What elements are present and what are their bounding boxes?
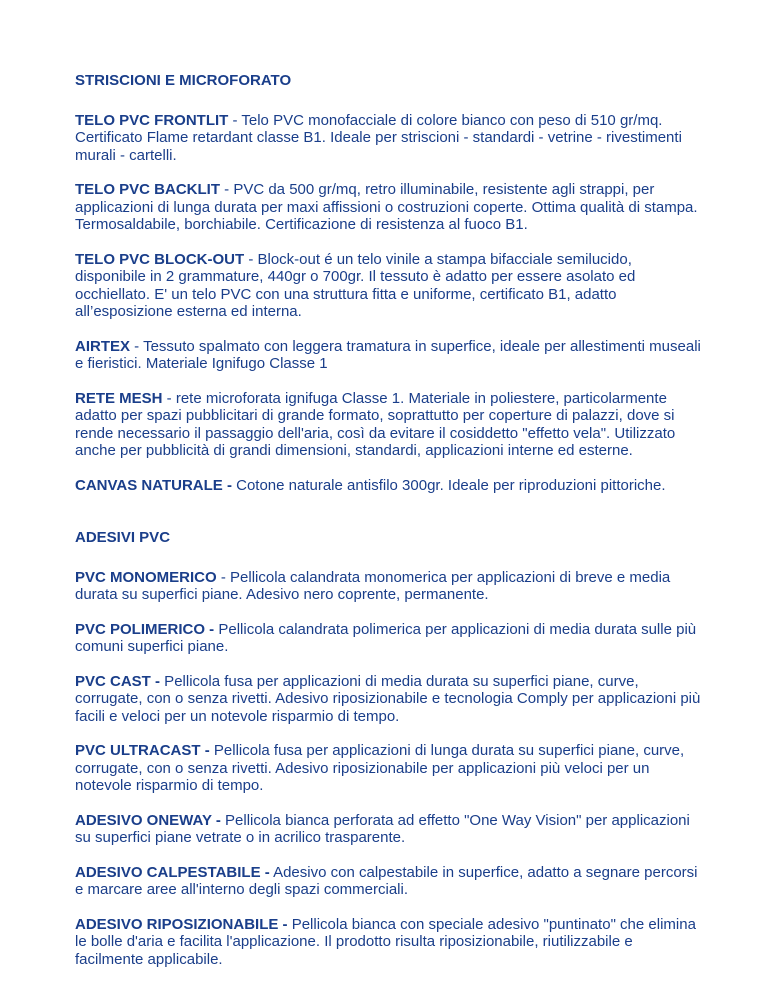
section-adesivi bbox=[75, 569, 705, 969]
product-name: PVC ULTRACAST - bbox=[75, 742, 210, 759]
product-entry bbox=[75, 916, 705, 969]
product-name: ADESIVO RIPOSIZIONABILE - bbox=[75, 915, 288, 933]
product-entry bbox=[75, 112, 705, 165]
product-description: - PVC da 500 gr/mq, retro illuminabile, resistente agli strappi, per applicazioni di lunga durata per maxi affissioni o costruzioni coperte. Ottima qualità di stampa. Termosaldabile, borchiabile. Certificazione di resistenza al fuoco B1. bbox=[75, 181, 698, 233]
product-name: AIRTEX bbox=[75, 337, 131, 355]
product-entry bbox=[75, 390, 705, 460]
product-name: RETE MESH bbox=[75, 389, 163, 407]
section-title-adesivi: ADESIVI PVC bbox=[75, 529, 171, 546]
product-name: PVC CAST - bbox=[75, 672, 161, 690]
product-entry bbox=[75, 338, 705, 373]
product-name: PVC POLIMERICO - bbox=[75, 620, 215, 638]
product-description: Pellicola fusa per applicazioni di media durata su superfici piane, curve, corrugate, con o senza rivetti. Adesivo riposizionabile e tecnologia Comply per applicazioni più facili e veloci per un notevole risparmio di tempo. bbox=[75, 672, 701, 725]
product-name: TELO PVC FRONTLIT bbox=[75, 111, 229, 129]
product-description: - Block-out é un telo vinile a stampa bifacciale semilucido, disponibile in 2 grammature, 440gr o 700gr. Il tessuto è adatto per essere asolato ed occhiellato. E' un telo PVC con una struttura fitta e uniforme, certificato B1, adatto all’esposizione esterna ed interna. bbox=[75, 250, 636, 320]
product-entry bbox=[75, 251, 705, 321]
product-description: Cotone naturale antisfilo 300gr. Ideale per riproduzioni pittoriche. bbox=[231, 476, 666, 494]
product-name: PVC MONOMERICO bbox=[75, 568, 217, 586]
product-entry bbox=[75, 864, 705, 899]
product-description: Pellicola bianca perforata ad effetto "One Way Vision" per applicazioni su superfici piane vetrate o in acrilico trasparente. bbox=[75, 811, 690, 846]
section-spacer bbox=[75, 511, 705, 529]
product-name: ADESIVO CALPESTABILE - bbox=[75, 863, 270, 881]
product-entry bbox=[75, 181, 705, 234]
product-entry bbox=[75, 812, 705, 847]
section-striscioni bbox=[75, 112, 705, 495]
product-description: Adesivo con calpestabile in superfice, adatto a segnare percorsi e marcare aree all'interno degli spazi commerciali. bbox=[75, 863, 698, 898]
product-description: Pellicola bianca con speciale adesivo "puntinato" che elimina le bolle d'aria e facilita l'applicazione. Il prodotto risulta riposizionabile, riutilizzabile e facilmente applicabile. bbox=[75, 915, 696, 968]
product-description: - Telo PVC monofacciale di colore bianco con peso di 510 gr/mq. Certificato Flame retardant classe B1. Ideale per striscioni - standardi - vetrine - rivestimenti murali - cartelli. bbox=[75, 111, 682, 164]
document-page bbox=[75, 72, 705, 985]
product-entry bbox=[75, 673, 705, 726]
product-name: CANVAS NATURALE - bbox=[75, 476, 232, 494]
product-entry bbox=[75, 742, 705, 795]
product-description: Pellicola fusa per applicazioni di lunga durata su superfici piane, curve, corrugate, con o senza rivetti. Adesivo riposizionabile per applicazioni più veloci per un notevole risparmio di tempo. bbox=[75, 742, 685, 794]
product-description: Pellicola calandrata polimerica per applicazioni di media durata sulle più comuni superfici piane. bbox=[75, 620, 697, 655]
section-title-striscioni: STRISCIONI E MICROFORATO bbox=[75, 72, 292, 89]
product-description: - rete microforata ignifuga Classe 1. Materiale in poliestere, particolarmente adatto per spazi pubblicitari di grande formato, soprattutto per coperture di palazzi, dove si rende necessario il passaggio dell'aria, così da evitare il cosiddetto "effetto vela". Utilizzato anche per pubblicità di grandi dimensioni, standardi, applicazioni interne ed esterne. bbox=[75, 389, 676, 459]
product-entry bbox=[75, 477, 705, 495]
product-description: - Pellicola calandrata monomerica per applicazioni di breve e media durata su superfici piane. Adesivo nero coprente, permanente. bbox=[75, 568, 671, 603]
product-description: - Tessuto spalmato con leggera tramatura in superfice, ideale per allestimenti museali e fieristici. Materiale Ignifugo Classe 1 bbox=[75, 337, 701, 372]
product-entry bbox=[75, 569, 705, 604]
product-name: TELO PVC BACKLIT bbox=[75, 181, 220, 198]
product-entry bbox=[75, 621, 705, 656]
product-name: TELO PVC BLOCK-OUT bbox=[75, 250, 245, 268]
product-name: ADESIVO ONEWAY - bbox=[75, 811, 221, 829]
